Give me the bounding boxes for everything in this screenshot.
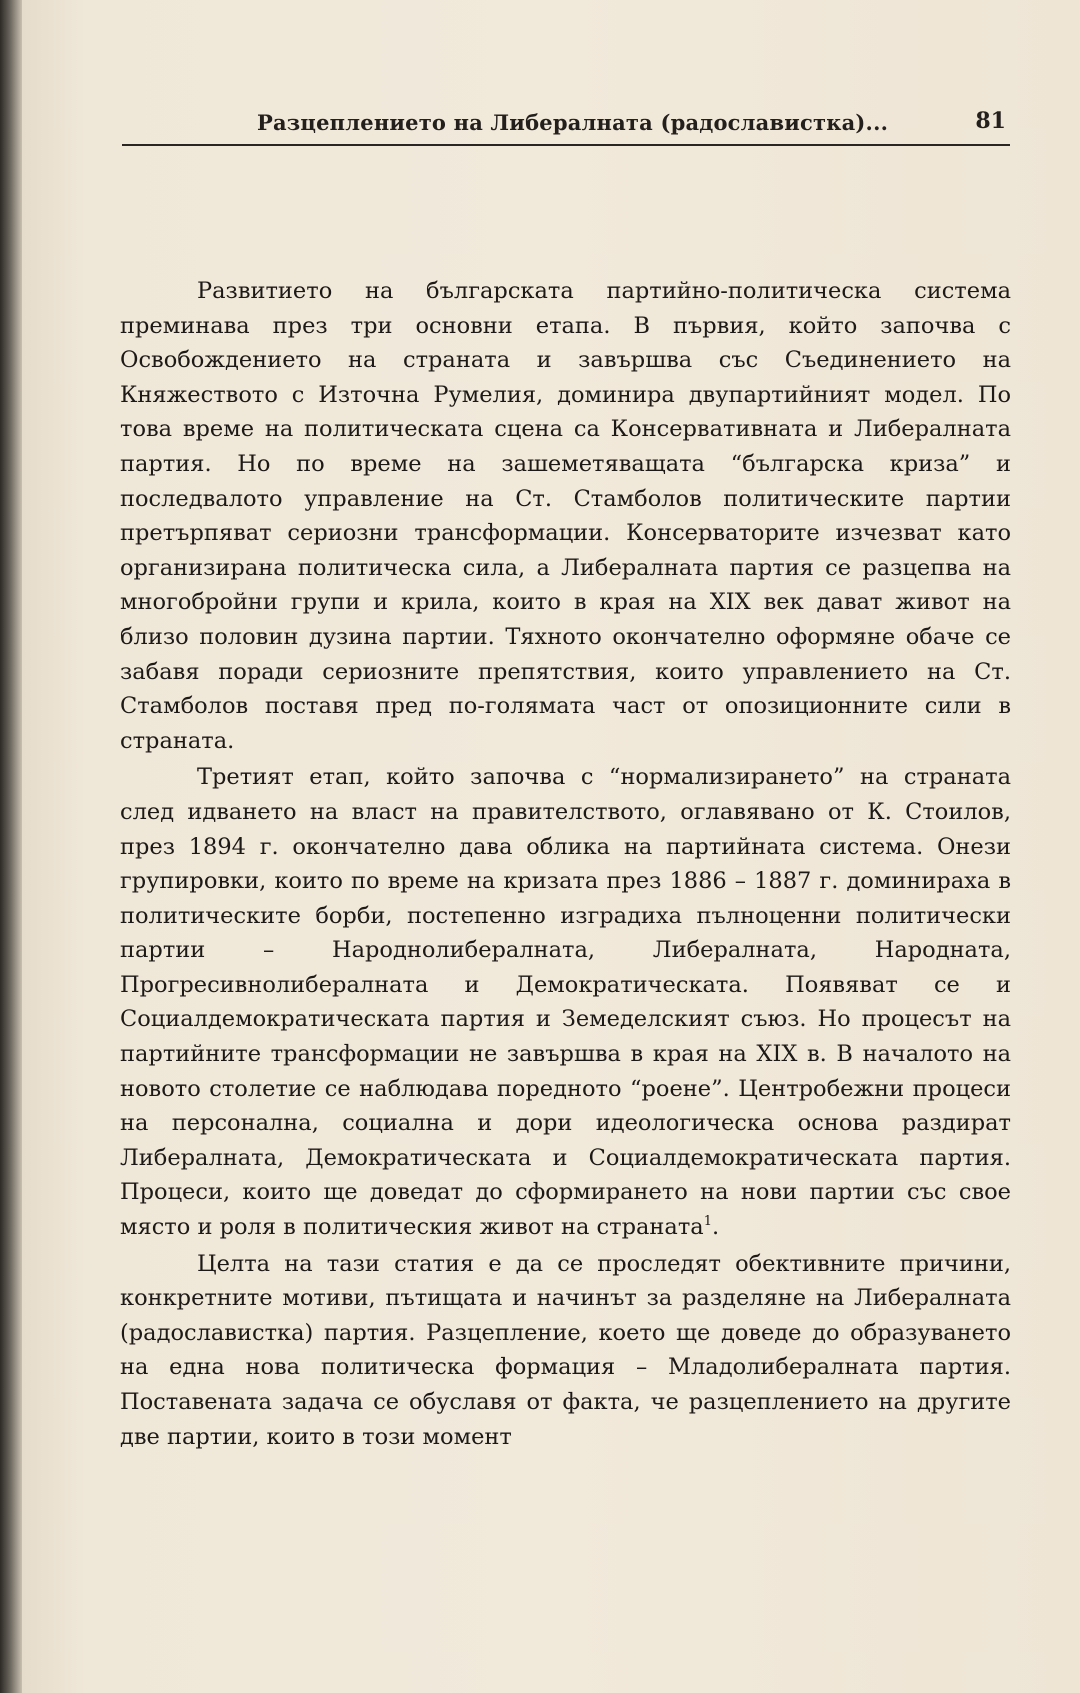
footnote-marker[interactable]: 1 <box>703 1214 712 1230</box>
article-body <box>120 274 1011 1454</box>
paragraph-2 <box>120 760 1011 1244</box>
book-spine-shadow <box>0 0 22 1693</box>
paragraph-2-end: . <box>711 1214 720 1241</box>
running-title: Разцеплението на Либералната (радославистка)... <box>257 110 889 135</box>
paragraph-1-text: Развитието на българската партийно-политическа система преминава през три основни етапа. В първия, който започва с Освобождението на страната и завършва със Съединението на Княжеството с Източна Румелия, доминира двупартийният модел. По това време на политическата сцена са Консервативната и Либералната партия. Но по време на зашеметяващата “българска криза” и последвалото управление на Ст. Стамболов политическите партии претърпяват сериозни трансформации. Консерваторите изчезват като организирана политическа сила, а Либералната партия се разцепва на многобройни групи и крила, които в края на XIX век дават живот на близо половин дузина партии. Тяхното окончателно оформяне обаче се забавя поради сериозните препятствия, които управлението на Ст. Стамболов поставя пред по-голямата част от опозиционните сили в страната. <box>120 278 1011 754</box>
book-page <box>22 0 1080 1693</box>
paragraph-3-text: Целта на тази статия е да се проследят обективните причини, конкретните мотиви, пътищата и начинът за разделяне на Либералната (радославистка) партия. Разцепление, което ще доведе до образуването на една нова политическа формация – Младолибералната партия. Поставената задача се обуславя от факта, че разцеплението на другите две партии, които в този момент <box>120 1250 1011 1450</box>
paragraph-1 <box>120 274 1011 758</box>
paragraph-2-text: Третият етап, който започва с “нормализирането” на страната след идването на власт на правителството, оглавявано от К. Стоилов, през 1894 г. окончателно дава облика на партийната система. Онези групировки, които по време на кризата през 1886 – 1887 г. доминираха в политическите борби, постепенно изградиха пълноценни политически партии – Народнолибералната, Либералната, Народната, Прогресивнолибералната и Демократическата. Появяват се и Социалдемократическата партия и Земеделският съюз. Но процесът на партийните трансформации не завършва в края на XIX в. В началото на новото столетие се наблюдава поредното “роене”. Центробежни процеси на персонална, социална и дори идеологическа основа раздират Либералната, Демократическата и Социалдемократическата партия. Процеси, които ще доведат до сформирането на нови партии със свое място и роля в политическия живот на страната <box>120 764 1011 1241</box>
page-number: 81 <box>975 108 1006 134</box>
running-header <box>122 108 1010 146</box>
paragraph-3 <box>120 1247 1011 1455</box>
